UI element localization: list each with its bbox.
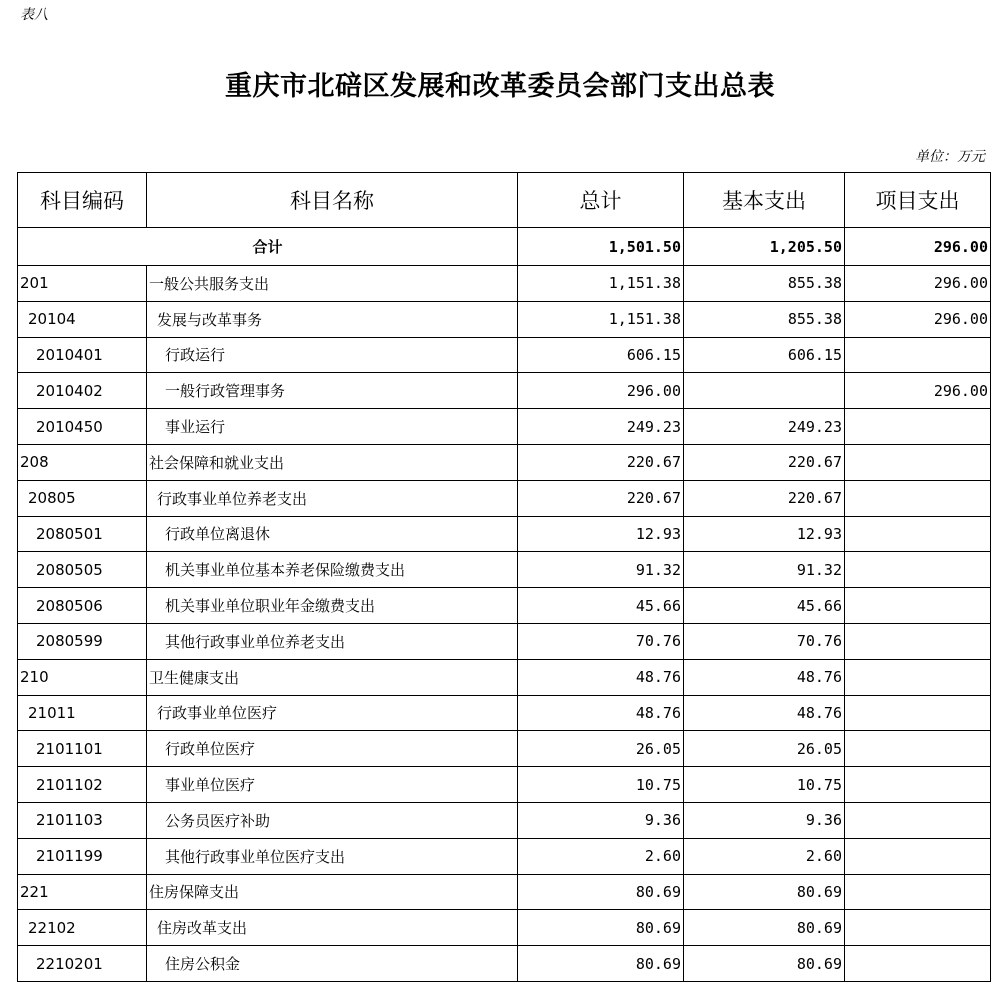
table-row [18, 444, 991, 480]
cell-project [845, 695, 991, 731]
cell-code: 2010402 [18, 373, 147, 409]
cell-basic: 855.38 [684, 266, 845, 302]
cell-project: 296.00 [845, 301, 991, 337]
cell-name: 其他行政事业单位养老支出 [147, 623, 518, 659]
cell-name: 住房保障支出 [147, 874, 518, 910]
cell-code: 21011 [18, 695, 147, 731]
cell-code: 2210201 [18, 946, 147, 982]
cell-basic: 10.75 [684, 767, 845, 803]
page-title: 重庆市北碚区发展和改革委员会部门支出总表 [225, 71, 775, 102]
cell-project [845, 623, 991, 659]
cell-basic: 48.76 [684, 695, 845, 731]
cell-code: 2101101 [18, 731, 147, 767]
cell-project [845, 731, 991, 767]
table-row [18, 409, 991, 445]
cell-name: 一般公共服务支出 [147, 266, 518, 302]
cell-project [845, 444, 991, 480]
cell-project [845, 910, 991, 946]
cell-code: 2080501 [18, 516, 147, 552]
total-project: 296.00 [845, 228, 991, 266]
table-row [18, 266, 991, 302]
cell-name: 行政事业单位养老支出 [147, 480, 518, 516]
cell-project [845, 802, 991, 838]
cell-total: 1,151.38 [518, 301, 684, 337]
table-row [18, 301, 991, 337]
cell-code: 221 [18, 874, 147, 910]
cell-name: 其他行政事业单位医疗支出 [147, 838, 518, 874]
header-row [18, 173, 991, 228]
cell-name: 公务员医疗补助 [147, 802, 518, 838]
cell-project [845, 767, 991, 803]
cell-total: 220.67 [518, 480, 684, 516]
cell-code: 2080506 [18, 588, 147, 624]
cell-basic: 80.69 [684, 874, 845, 910]
table-row [18, 731, 991, 767]
cell-total: 91.32 [518, 552, 684, 588]
cell-name: 事业单位医疗 [147, 767, 518, 803]
cell-project: 296.00 [845, 266, 991, 302]
cell-total: 48.76 [518, 695, 684, 731]
cell-name: 卫生健康支出 [147, 659, 518, 695]
table-row [18, 373, 991, 409]
cell-total: 1,151.38 [518, 266, 684, 302]
cell-name: 行政运行 [147, 337, 518, 373]
cell-code: 20805 [18, 480, 147, 516]
header-basic: 基本支出 [684, 173, 845, 228]
unit-label: 单位：万元 [915, 149, 985, 165]
cell-name: 发展与改革事务 [147, 301, 518, 337]
cell-total: 80.69 [518, 910, 684, 946]
cell-project [845, 838, 991, 874]
cell-name: 行政事业单位医疗 [147, 695, 518, 731]
table-row [18, 695, 991, 731]
cell-code: 210 [18, 659, 147, 695]
cell-name: 事业运行 [147, 409, 518, 445]
cell-project [845, 659, 991, 695]
cell-name: 社会保障和就业支出 [147, 444, 518, 480]
cell-total: 2.60 [518, 838, 684, 874]
cell-code: 208 [18, 444, 147, 480]
cell-code: 2101103 [18, 802, 147, 838]
cell-name: 一般行政管理事务 [147, 373, 518, 409]
cell-basic: 48.76 [684, 659, 845, 695]
cell-total: 70.76 [518, 623, 684, 659]
cell-code: 2101199 [18, 838, 147, 874]
cell-total: 10.75 [518, 767, 684, 803]
table-row [18, 802, 991, 838]
table-row [18, 910, 991, 946]
cell-basic: 80.69 [684, 910, 845, 946]
table-number-label: 表八 [20, 7, 48, 23]
total-row [18, 228, 991, 266]
cell-project [845, 409, 991, 445]
cell-basic: 9.36 [684, 802, 845, 838]
cell-basic: 80.69 [684, 946, 845, 982]
table-row [18, 588, 991, 624]
cell-basic: 70.76 [684, 623, 845, 659]
cell-code: 2101102 [18, 767, 147, 803]
cell-basic: 2.60 [684, 838, 845, 874]
cell-total: 220.67 [518, 444, 684, 480]
cell-name: 行政单位离退休 [147, 516, 518, 552]
header-name: 科目名称 [147, 173, 518, 228]
cell-project [845, 552, 991, 588]
table-row [18, 767, 991, 803]
cell-basic: 26.05 [684, 731, 845, 767]
table-row [18, 516, 991, 552]
cell-code: 2080599 [18, 623, 147, 659]
cell-total: 80.69 [518, 874, 684, 910]
cell-code: 2080505 [18, 552, 147, 588]
cell-basic: 220.67 [684, 444, 845, 480]
cell-basic: 91.32 [684, 552, 845, 588]
cell-total: 26.05 [518, 731, 684, 767]
cell-total: 296.00 [518, 373, 684, 409]
header-code: 科目编码 [18, 173, 147, 228]
table-row [18, 480, 991, 516]
total-total: 1,501.50 [518, 228, 684, 266]
cell-total: 249.23 [518, 409, 684, 445]
cell-name: 机关事业单位基本养老保险缴费支出 [147, 552, 518, 588]
cell-project [845, 588, 991, 624]
table-row [18, 337, 991, 373]
cell-basic: 220.67 [684, 480, 845, 516]
header-total: 总计 [518, 173, 684, 228]
table-row [18, 659, 991, 695]
cell-name: 行政单位医疗 [147, 731, 518, 767]
cell-total: 80.69 [518, 946, 684, 982]
cell-total: 45.66 [518, 588, 684, 624]
cell-project [845, 480, 991, 516]
table-row [18, 552, 991, 588]
total-basic: 1,205.50 [684, 228, 845, 266]
header-project: 项目支出 [845, 173, 991, 228]
expenditure-table [17, 172, 991, 982]
cell-project [845, 874, 991, 910]
cell-basic: 45.66 [684, 588, 845, 624]
cell-project: 296.00 [845, 373, 991, 409]
cell-code: 201 [18, 266, 147, 302]
cell-total: 12.93 [518, 516, 684, 552]
table-row [18, 946, 991, 982]
cell-basic: 249.23 [684, 409, 845, 445]
cell-project [845, 337, 991, 373]
cell-total: 9.36 [518, 802, 684, 838]
cell-name: 机关事业单位职业年金缴费支出 [147, 588, 518, 624]
cell-total: 606.15 [518, 337, 684, 373]
cell-code: 2010450 [18, 409, 147, 445]
cell-basic: 855.38 [684, 301, 845, 337]
cell-code: 20104 [18, 301, 147, 337]
table-row [18, 623, 991, 659]
cell-name: 住房公积金 [147, 946, 518, 982]
cell-total: 48.76 [518, 659, 684, 695]
cell-basic [684, 373, 845, 409]
total-label: 合计 [18, 228, 518, 266]
table-row [18, 838, 991, 874]
cell-basic: 606.15 [684, 337, 845, 373]
cell-basic: 12.93 [684, 516, 845, 552]
cell-project [845, 946, 991, 982]
cell-name: 住房改革支出 [147, 910, 518, 946]
cell-code: 2010401 [18, 337, 147, 373]
cell-code: 22102 [18, 910, 147, 946]
table-row [18, 874, 991, 910]
cell-project [845, 516, 991, 552]
